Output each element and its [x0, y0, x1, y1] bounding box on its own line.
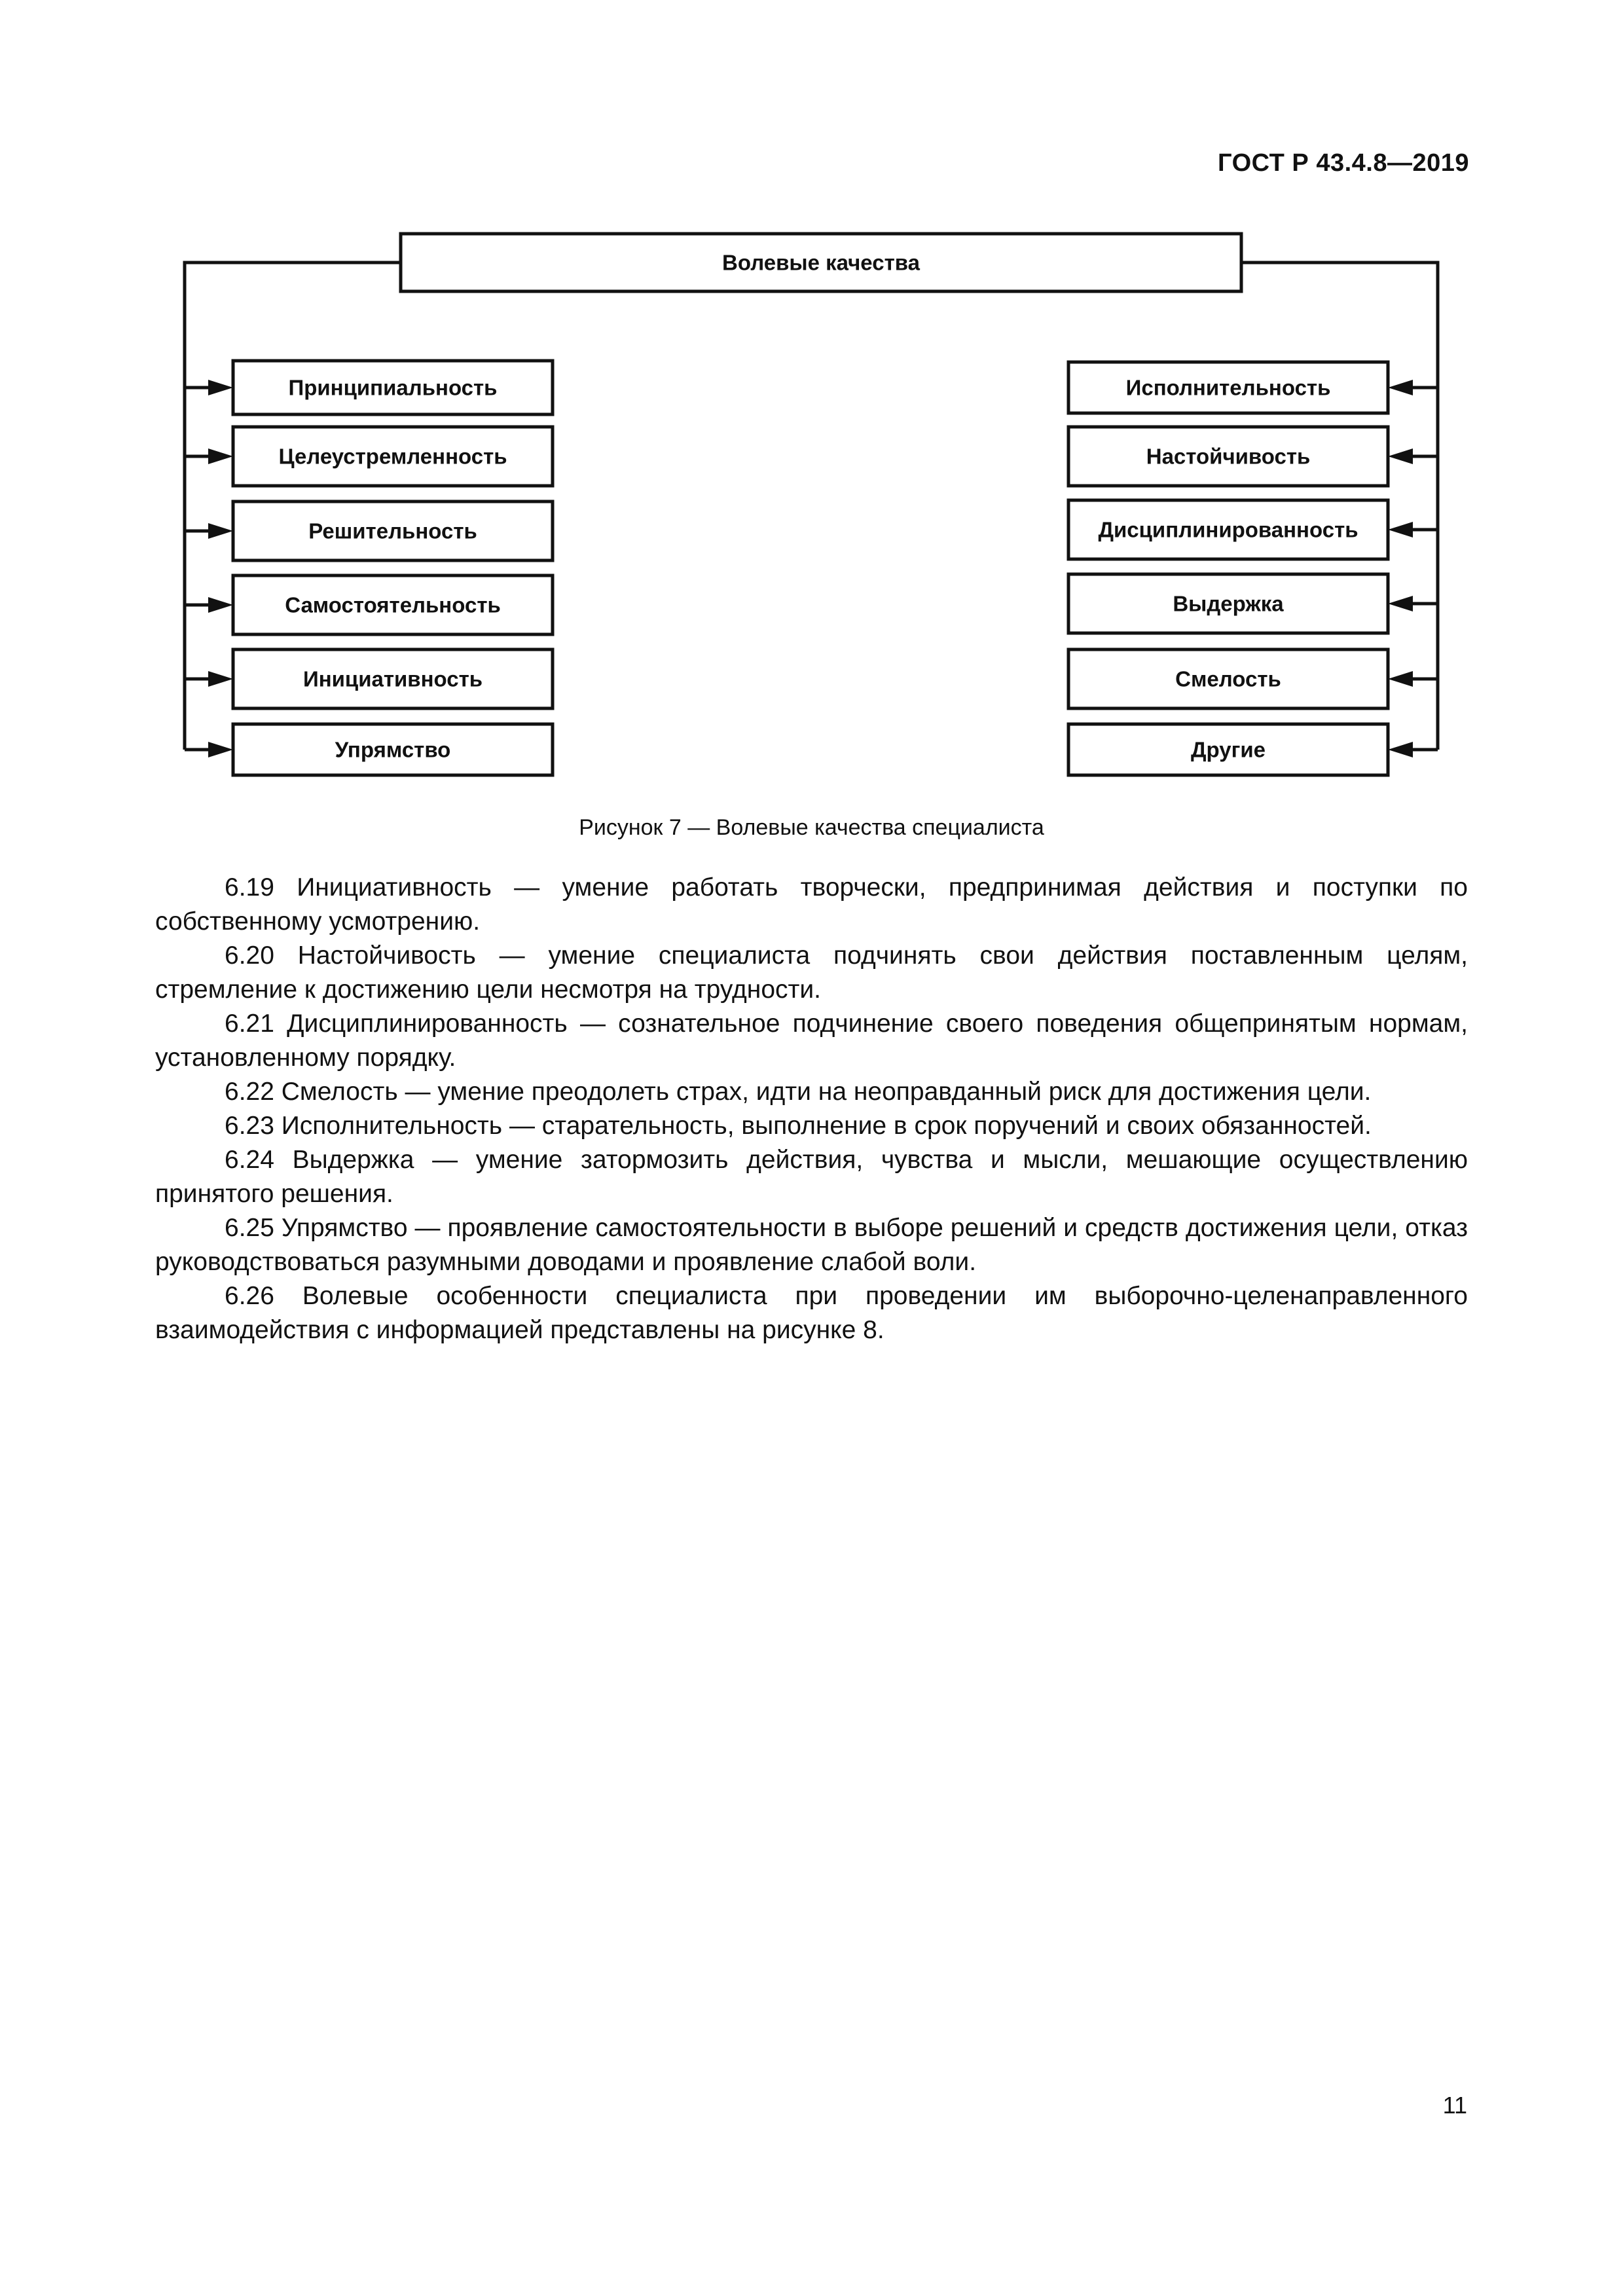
right-box-label: Дисциплинированность [1098, 517, 1359, 542]
right-box-label: Смелость [1175, 666, 1281, 691]
paragraph: 6.21 Дисциплинированность — сознательное подчинение своего поведения общепринятым нормам, установленному порядку. [155, 1010, 1468, 1072]
right-box-label: Другие [1191, 737, 1266, 762]
arrow-icon [1388, 596, 1413, 611]
left-box-label: Упрямство [335, 737, 451, 762]
left-box-label: Решительность [308, 519, 477, 543]
left-box-label: Принципиальность [288, 375, 498, 400]
arrow-icon [1388, 380, 1413, 395]
top-box-label: Волевые качества [722, 250, 920, 275]
left-box-label: Самостоятельность [285, 592, 501, 617]
figure-caption: Рисунок 7 — Волевые качества специалиста [579, 815, 1044, 840]
arrow-icon [208, 742, 233, 757]
paragraph: 6.20 Настойчивость — умение специалиста подчинять свои действия поставленным целям, стремление к достижению цели несмотря на трудности. [155, 941, 1468, 1004]
arrow-icon [208, 671, 233, 687]
arrow-icon [1388, 742, 1413, 757]
document-code: ГОСТ Р 43.4.8—2019 [1218, 149, 1469, 177]
paragraph: 6.22 Смелость — умение преодолеть страх, идти на неоправданный риск для достижения цели. [225, 1078, 1372, 1106]
paragraph: 6.23 Исполнительность — старательность, выполнение в срок поручений и своих обязанностей. [225, 1112, 1372, 1140]
arrow-icon [1388, 671, 1413, 687]
right-box-label: Настойчивость [1146, 444, 1311, 469]
right-box-label: Исполнительность [1125, 375, 1331, 400]
arrow-icon [208, 380, 233, 395]
left-box-label: Целеустремленность [278, 444, 507, 469]
arrow-icon [208, 448, 233, 464]
arrow-icon [1388, 448, 1413, 464]
paragraph: 6.25 Упрямство — проявление самостоятельности в выборе решений и средств достижения цели, отказ руководствоваться разумными доводами и проявление слабой воли. [155, 1214, 1468, 1276]
arrow-icon [1388, 522, 1413, 538]
paragraph: 6.24 Выдержка — умение затормозить действия, чувства и мысли, мешающие осуществлению принятого решения. [155, 1146, 1468, 1208]
paragraph: 6.26 Волевые особенности специалиста при проведении им выборочно-целенаправленного взаимодействия с информацией представлены на рисунке 8. [155, 1282, 1468, 1344]
paragraph: 6.19 Инициативность — умение работать творчески, предпринимая действия и поступки по собственному усмотрению. [155, 873, 1468, 936]
right-box-label: Выдержка [1173, 591, 1284, 616]
right-branch [1068, 362, 1438, 775]
page-number: 11 [1442, 2092, 1467, 2119]
volitional-qualities-diagram [0, 0, 1623, 812]
arrow-icon [208, 523, 233, 539]
body-text [155, 871, 1468, 1347]
left-box-label: Инициативность [302, 666, 483, 691]
arrow-icon [208, 597, 233, 613]
left-branch [185, 361, 553, 775]
